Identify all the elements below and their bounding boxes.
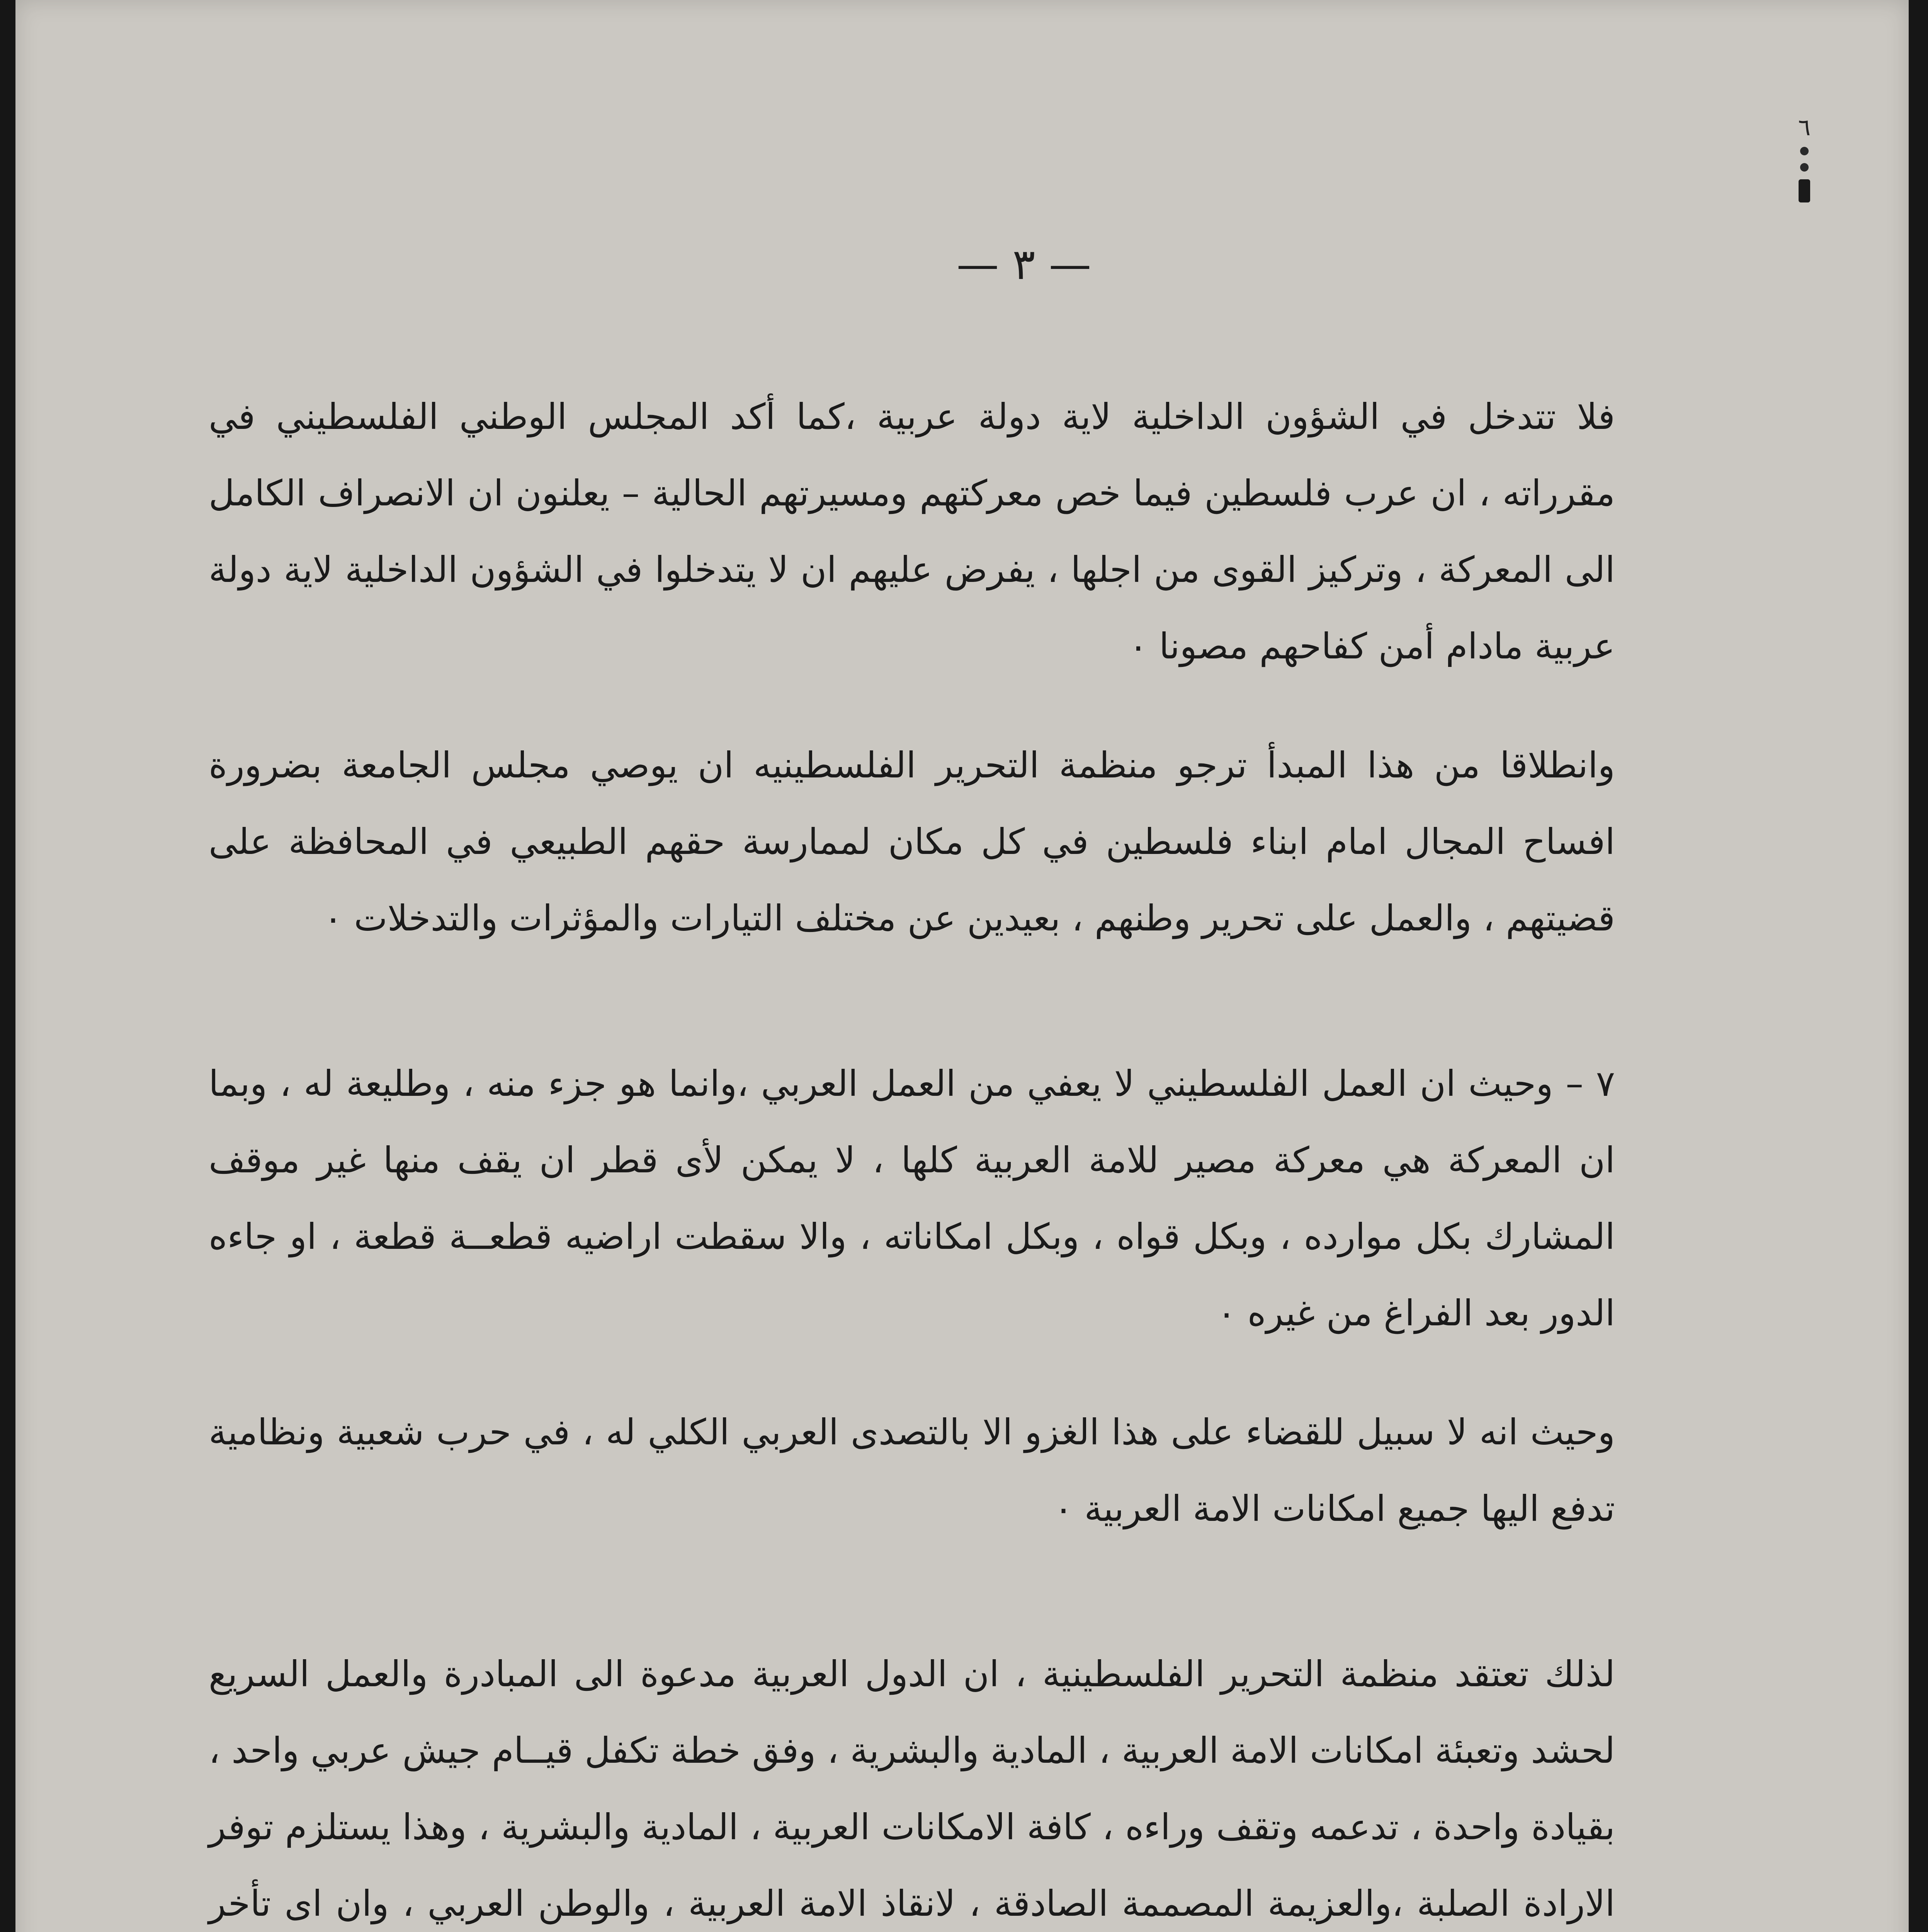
margin-bar: [1799, 179, 1810, 202]
margin-mark-number: ٦: [1798, 114, 1811, 141]
document-body: [209, 379, 1615, 1932]
margin-marks: [1793, 116, 1816, 255]
margin-dot: [1800, 163, 1809, 172]
paragraph: وانطلاقا من هذا المبدأ ترجو منظمة التحرير الفلسطينيه ان يوصي مجلس الجامعة بضرورة افساح المجال امام ابناء فلسطين في كل مكان لممارسة حقهم الطبيعي في المحافظة على قضيتهم ، والعمل على تحرير وطنهم ، بعيدين عن مختلف التيارات والمؤثرات والتدخلات ٠: [209, 745, 1615, 939]
page-number: — ٣ —: [956, 240, 1092, 289]
paragraph: وحيث انه لا سبيل للقضاء على هذا الغزو الا بالتصدى العربي الكلي له ، في حرب شعبية ونظامية تدفع اليها جميع امكانات الامة العربية ٠: [209, 1412, 1615, 1529]
document-page: [15, 0, 1909, 1932]
margin-dot: [1800, 147, 1809, 155]
paragraph: ٧ – وحيث ان العمل الفلسطيني لا يعفي من العمل العربي ،وانما هو جزء منه ، وطليعة له ، وبما ان المعركة هي معركة مصير للامة العربية كلها ، لا يمكن لأى قطر ان يقف منها غير موقف المشارك بكل موارده ، وبكل قواه ، وبكل امكاناته ، والا سقطت اراضيه قطعــة قطعة ، او جاءه الدور بعد الفراغ من غيره ٠: [209, 1063, 1615, 1334]
paragraph: فلا تتدخل في الشؤون الداخلية لاية دولة عربية ،كما أكد المجلس الوطني الفلسطيني في مقرراته ، ان عرب فلسطين فيما خص معركتهم ومسيرتهم الحالية – يعلنون ان الانصراف الكامل الى المعركة ، وتركيز القوى من اجلها ، يفرض عليهم ان لا يتدخلوا في الشؤون الداخلية لاية دولة عربية مادام أمن كفاحهم مصونا ٠: [209, 396, 1615, 667]
paragraph: لذلك تعتقد منظمة التحرير الفلسطينية ، ان الدول العربية مدعوة الى المبادرة والعمل السريع لحشد وتعبئة امكانات الامة العربية ، المادية والبشرية ، وفق خطة تكفل قيــام جيش عربي واحد ، بقيادة واحدة ، تدعمه وتقف وراءه ، كافة الامكانات العربية ، المادية والبشرية ، وهذا يستلزم توفر الارادة الصلبة ،والعزيمة المصممة الصادقة ، لانقاذ الامة العربية ، والوطن العربي ، وان اى تأخر: [209, 1653, 1615, 1924]
